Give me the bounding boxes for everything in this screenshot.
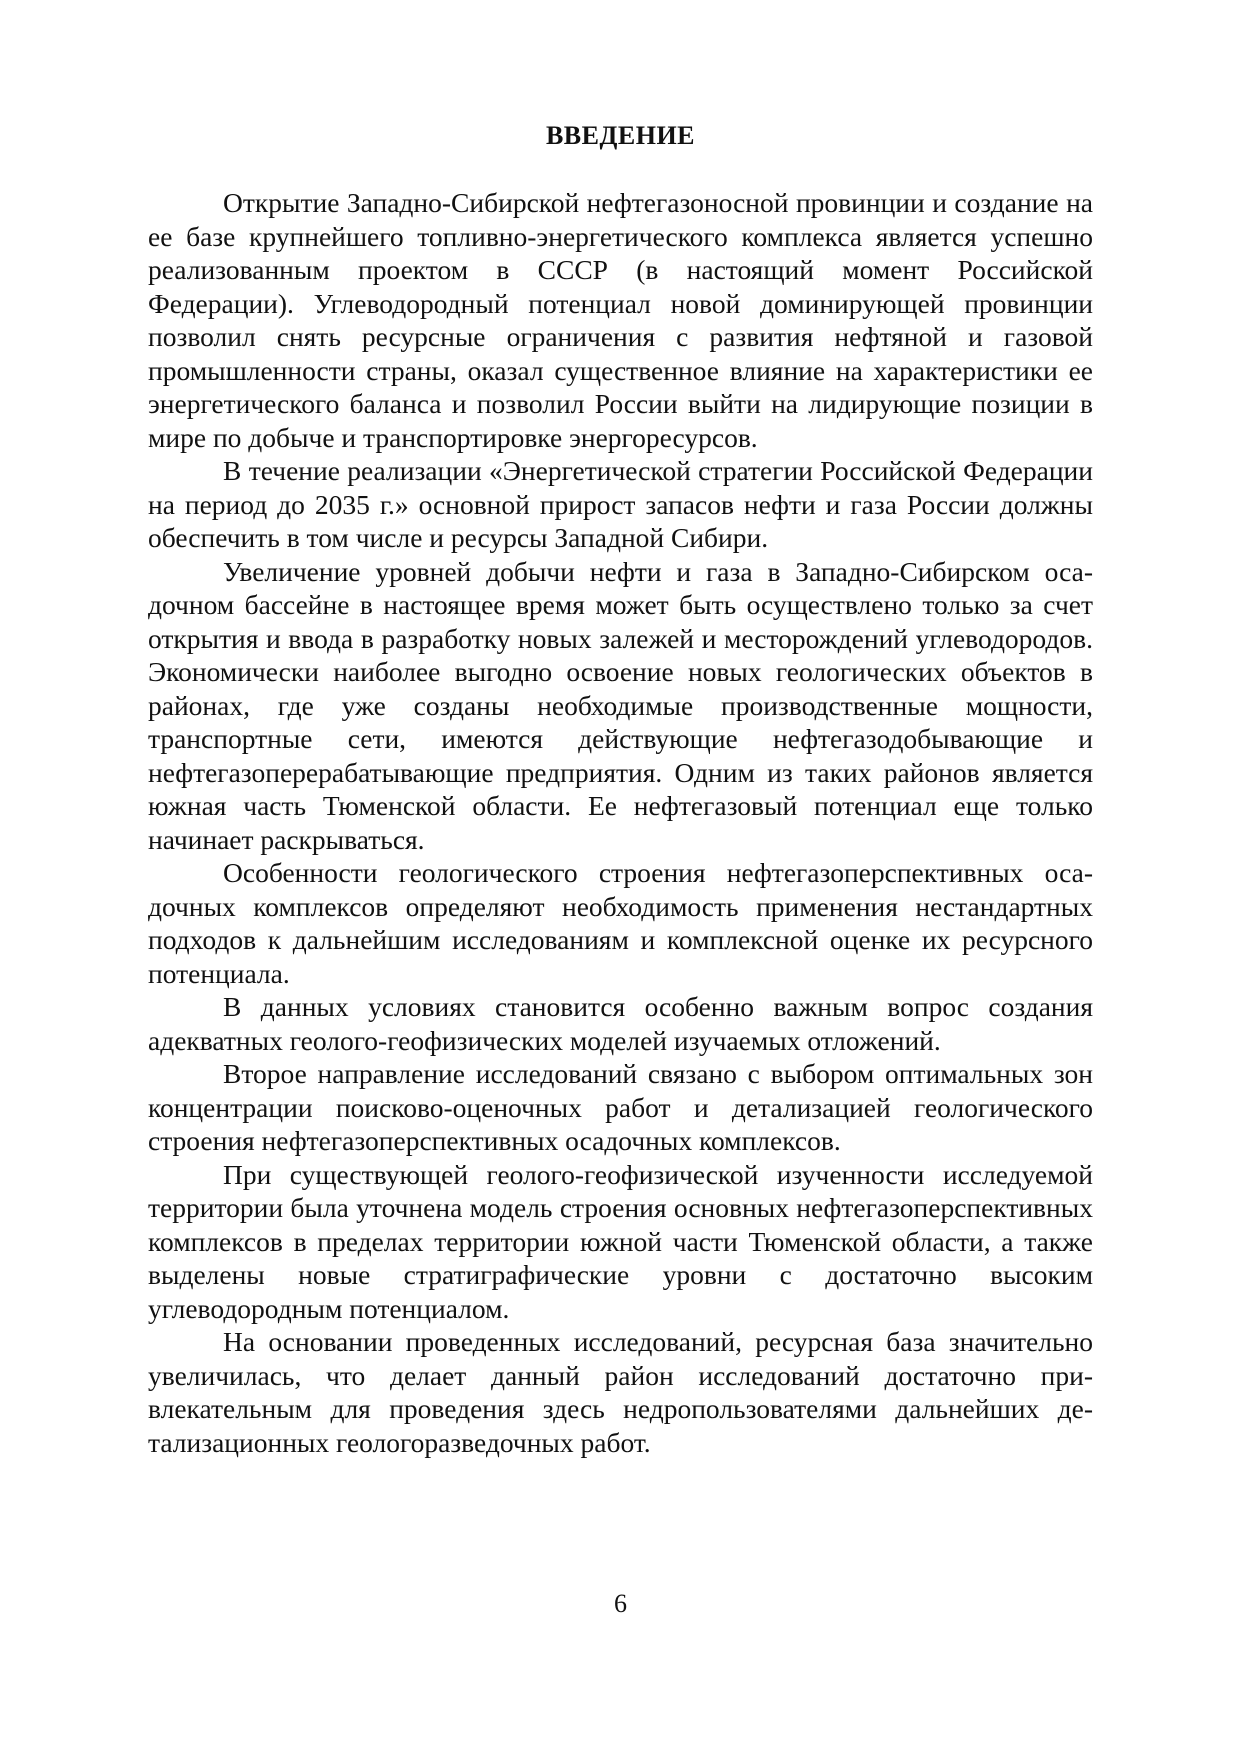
- page-content: [148, 116, 1093, 1459]
- paragraph-7: При существующей геолого-геофизической изученности исследуемой территории была уточнена модель строения основных нефтегазоперспективных комплексов в пределах территории южной части Тюменской области, а также выделены новые стратиграфические уровни с достаточно высоким углеводородным потенциалом.: [148, 1158, 1093, 1324]
- paragraph-3: Увеличение уровней добычи нефти и газа в Западно-Сибирском осадочном бассейне в настоящее время может быть осуществлено только за счет открытия и ввода в разработку новых залежей и месторождений углеводородов. Экономически наиболее выгодно освоение новых геологических объектов в районах, где уже созданы необходимые производственные мощности, транспортные сети, имеются действующие нефтегазодобывающие и нефтегазоперерабатывающие предприятия. Одним из таких районов является южная часть Тюменской области. Ее нефтегазовый потенциал еще только начинает раскрываться.: [148, 555, 1093, 855]
- paragraph-2: В течение реализации «Энергетической стратегии Российской Федерации на период до 2035 г.» основной прирост запасов нефти и газа России должны обеспечить в том числе и ресурсы Западной Сибири.: [148, 455, 1093, 553]
- page-number: 6: [614, 1589, 627, 1618]
- paragraph-8: На основании проведенных исследований, ресурсная база значительно увеличилась, что делает данный район исследований достаточно привлекательным для проведения здесь недропользователями дальнейших детализационных геологоразведочных работ.: [148, 1326, 1093, 1458]
- paragraph-1: Открытие Западно-Сибирской нефтегазоносной провинции и создание на ее базе крупнейшего топливно-энергетического комплекса является успешно реализованным проектом в СССР (в настоящий момент Российской Федерации). Углеводородный потенциал новой доминирующей провинции позволил снять ресурсные ограничения с развития нефтяной и газовой промышленности страны, оказал существенное влияние на характеристики ее энергетического баланса и позволил России выйти на лидирующие позиции в мире по добыче и транспортировке энергоресурсов.: [148, 187, 1093, 453]
- paragraph-5: В данных условиях становится особенно важным вопрос создания адекватных геолого-геофизических моделей изучаемых отложений.: [148, 991, 1093, 1056]
- paragraph-6: Второе направление исследований связано с выбором оптимальных зон концентрации поисково-оценочных работ и детализацией геологического строения нефтегазоперспективных осадочных комплексов.: [148, 1058, 1093, 1156]
- section-title: ВВЕДЕНИЕ: [545, 121, 696, 150]
- paragraph-4: Особенности геологического строения нефтегазоперспективных осадочных комплексов определяют необходимость применения нестандартных подходов к дальнейшим исследованиям и комплексной оценке их ресурсного потенциала.: [148, 857, 1093, 989]
